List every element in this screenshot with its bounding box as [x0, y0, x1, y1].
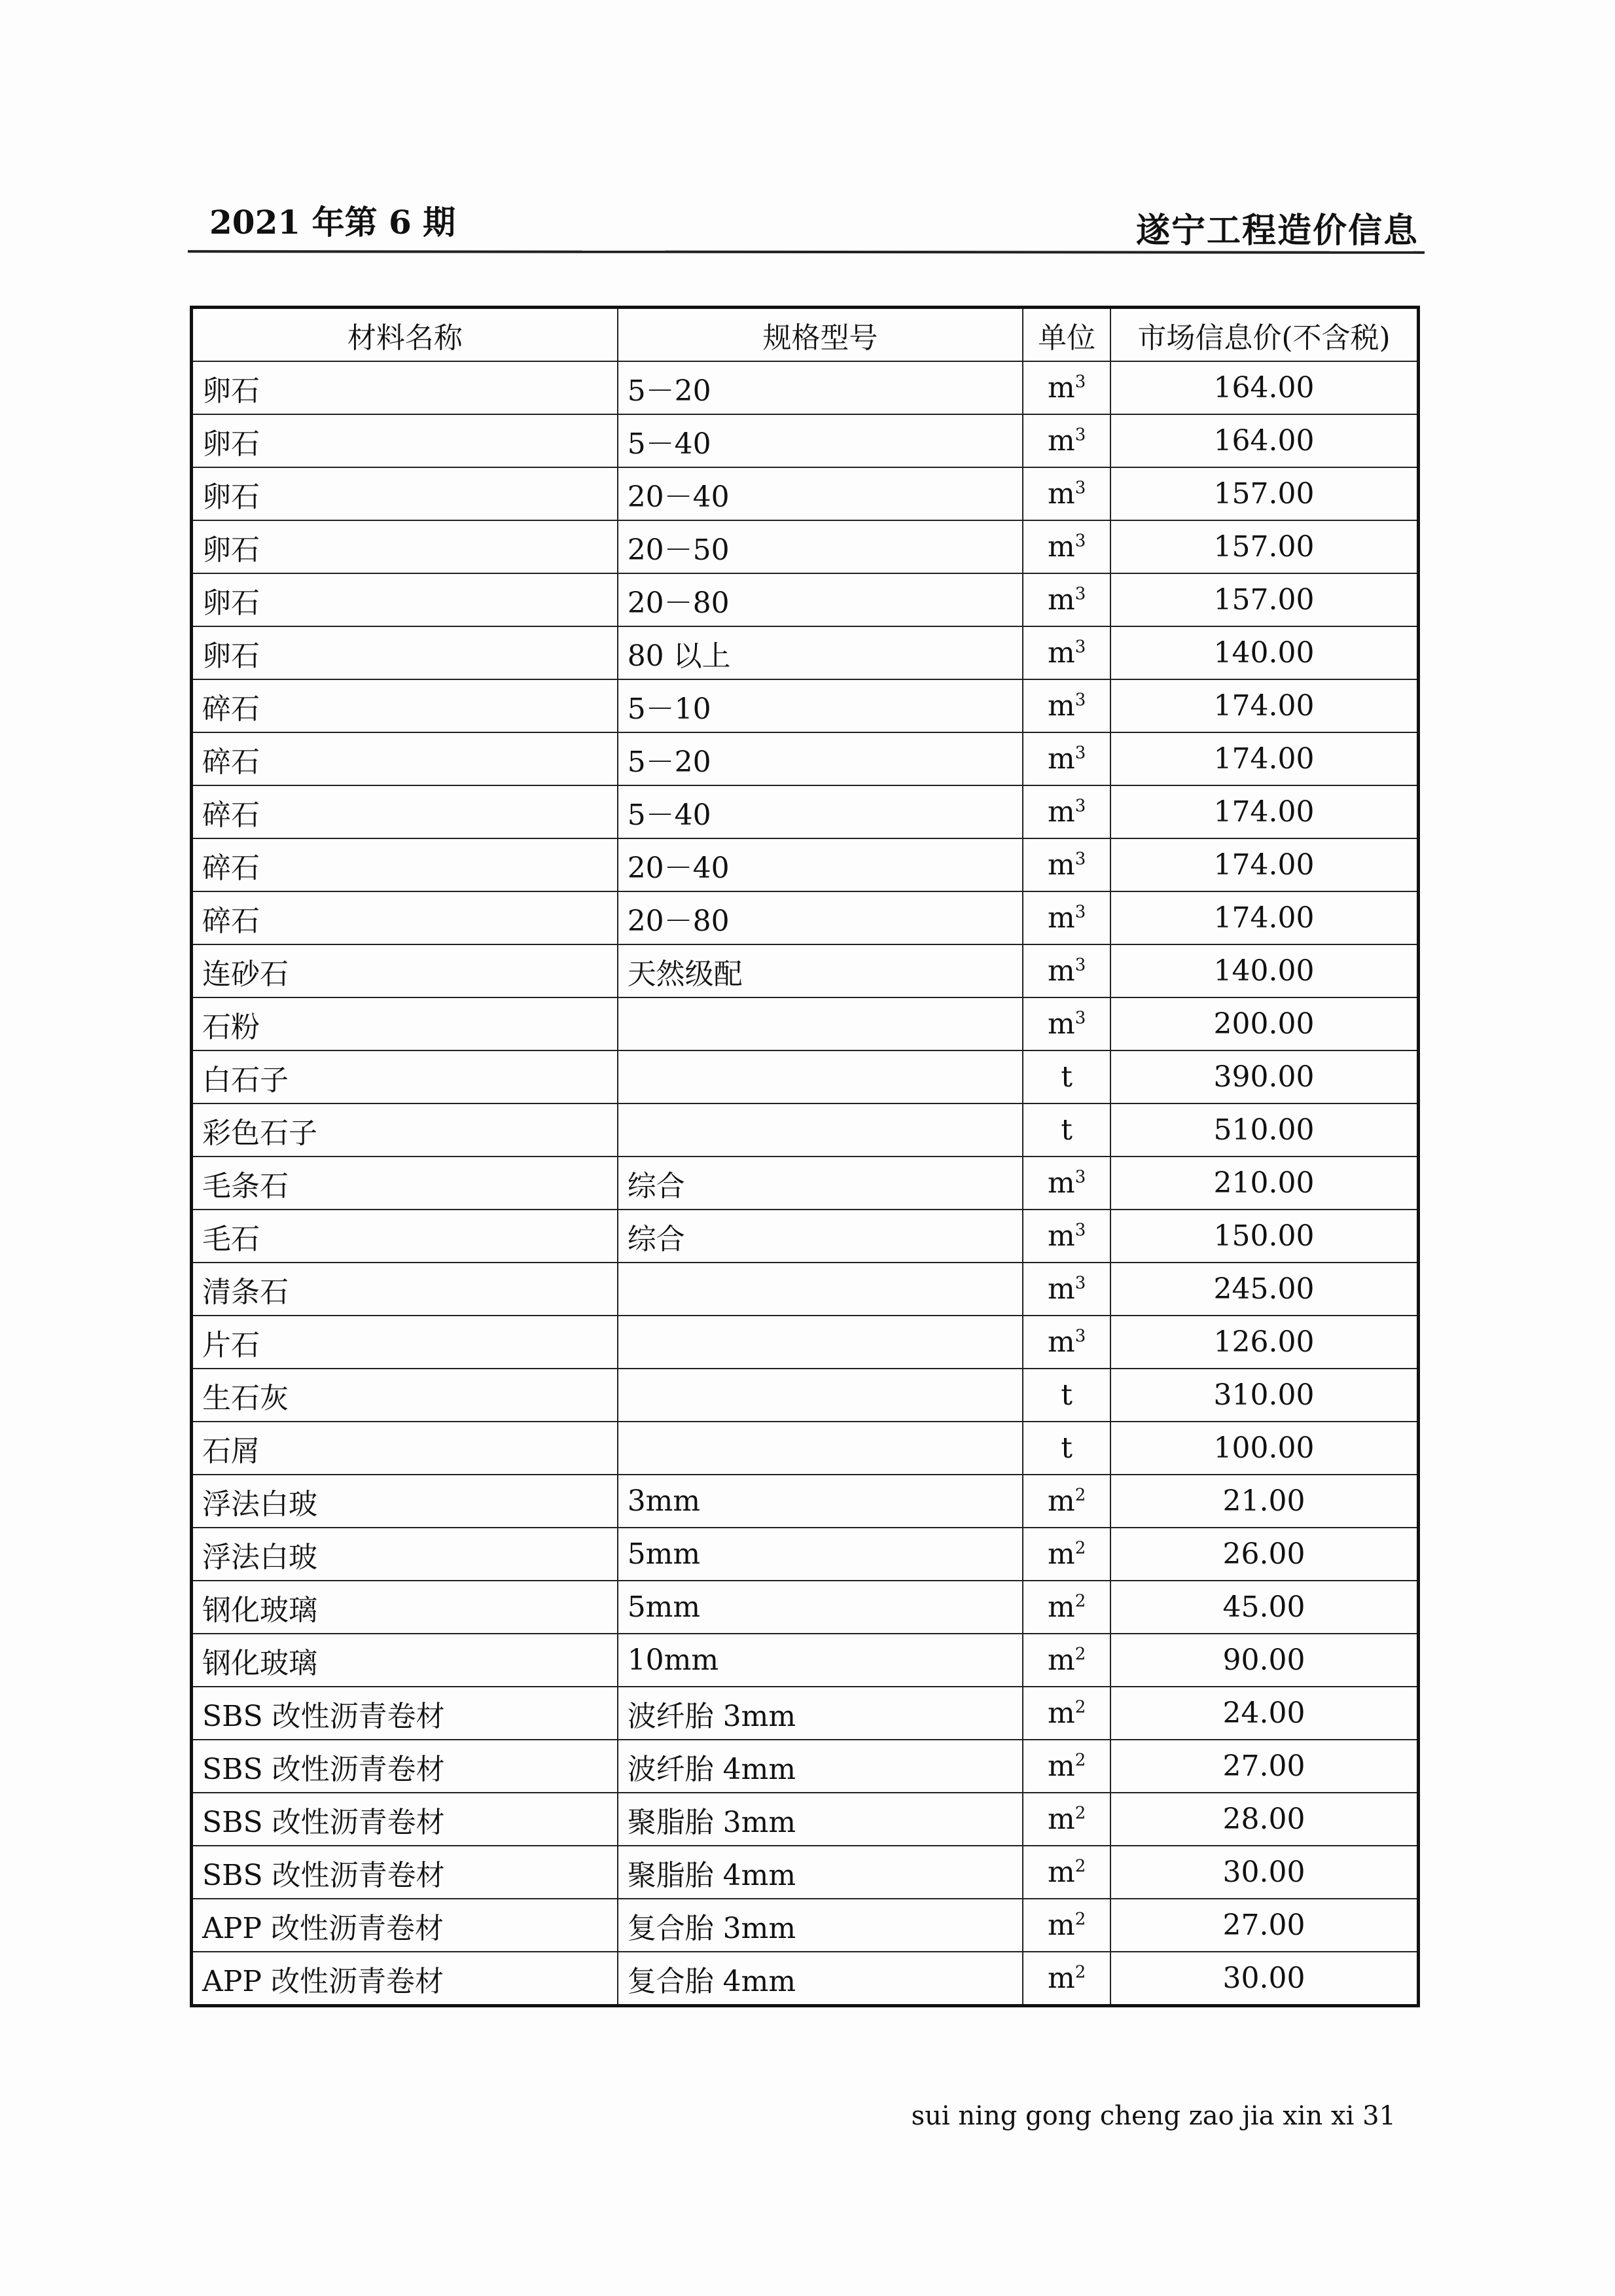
unit-exponent: 2 [1074, 1909, 1086, 1929]
material-spec: 5－20 [618, 732, 1023, 785]
unit-base: m [1047, 1007, 1075, 1041]
table-row [192, 838, 1419, 891]
material-name: 卵石 [192, 520, 618, 573]
market-price: 140.00 [1110, 626, 1419, 679]
table-header-row [192, 308, 1419, 362]
market-price: 27.00 [1110, 1899, 1419, 1952]
market-price: 174.00 [1110, 838, 1419, 891]
market-price: 157.00 [1110, 573, 1419, 626]
material-name: 卵石 [192, 467, 618, 520]
unit-base: m [1047, 1166, 1075, 1200]
table-row [192, 1210, 1419, 1263]
material-spec: 5mm [618, 1528, 1023, 1581]
material-name: 钢化玻璃 [192, 1581, 618, 1634]
material-spec: 20－80 [618, 573, 1023, 626]
market-price: 164.00 [1110, 414, 1419, 467]
market-price: 310.00 [1110, 1369, 1419, 1422]
unit-base: m [1047, 1643, 1075, 1677]
material-name: 浮法白玻 [192, 1528, 618, 1581]
material-name: 片石 [192, 1316, 618, 1369]
material-unit [1023, 1740, 1110, 1793]
unit-exponent: 2 [1074, 1538, 1086, 1558]
material-spec [618, 1369, 1023, 1422]
material-spec: 复合胎 4mm [618, 1952, 1023, 2006]
unit-exponent: 3 [1074, 478, 1086, 498]
market-price: 24.00 [1110, 1687, 1419, 1740]
unit-base: m [1047, 848, 1075, 882]
unit-exponent: 3 [1074, 637, 1086, 657]
price-table [190, 306, 1420, 2007]
material-unit [1023, 944, 1110, 997]
material-name: 碎石 [192, 838, 618, 891]
unit-base: m [1047, 1803, 1075, 1836]
unit-exponent: 3 [1074, 584, 1086, 604]
unit-base: m [1047, 1272, 1075, 1306]
unit-exponent: 2 [1074, 1803, 1086, 1823]
material-unit [1023, 573, 1110, 626]
material-spec: 20－40 [618, 838, 1023, 891]
material-spec [618, 1103, 1023, 1157]
table-row [192, 520, 1419, 573]
table-row [192, 1793, 1419, 1846]
material-unit [1023, 1263, 1110, 1316]
unit-exponent: 2 [1074, 1750, 1086, 1770]
table-row [192, 785, 1419, 838]
material-spec: 聚脂胎 4mm [618, 1846, 1023, 1899]
material-spec: 波纤胎 3mm [618, 1687, 1023, 1740]
unit-exponent: 2 [1074, 1856, 1086, 1876]
unit-base: m [1047, 742, 1075, 776]
material-unit [1023, 1793, 1110, 1846]
unit-exponent: 2 [1074, 1962, 1086, 1982]
unit-base: m [1047, 1484, 1075, 1518]
table-row [192, 679, 1419, 732]
unit-exponent: 3 [1074, 690, 1086, 710]
material-name: 浮法白玻 [192, 1475, 618, 1528]
unit-base: m [1047, 954, 1075, 988]
material-unit [1023, 1103, 1110, 1157]
table-row [192, 1050, 1419, 1103]
column-header-unit: 单位 [1023, 308, 1110, 362]
unit-base: m [1047, 1325, 1075, 1359]
material-name: 白石子 [192, 1050, 618, 1103]
market-price: 45.00 [1110, 1581, 1419, 1634]
material-name: 卵石 [192, 414, 618, 467]
table-row [192, 626, 1419, 679]
unit-base: m [1047, 795, 1075, 829]
material-name: SBS 改性沥青卷材 [192, 1740, 618, 1793]
unit-exponent: 3 [1074, 1326, 1086, 1346]
material-unit [1023, 467, 1110, 520]
unit-base: m [1047, 1909, 1075, 1942]
material-unit [1023, 520, 1110, 573]
table-row [192, 997, 1419, 1050]
market-price: 157.00 [1110, 467, 1419, 520]
table-row [192, 891, 1419, 944]
unit-exponent: 3 [1074, 1273, 1086, 1293]
unit-base: m [1047, 1749, 1075, 1783]
market-price: 164.00 [1110, 361, 1419, 414]
material-unit [1023, 732, 1110, 785]
unit-base: m [1047, 371, 1075, 404]
unit-base: m [1047, 424, 1075, 457]
market-price: 200.00 [1110, 997, 1419, 1050]
market-price: 27.00 [1110, 1740, 1419, 1793]
market-price: 30.00 [1110, 1952, 1419, 2006]
table-row [192, 1740, 1419, 1793]
table-row [192, 1899, 1419, 1952]
unit-base: t [1061, 1378, 1073, 1412]
material-name: 毛条石 [192, 1157, 618, 1210]
material-name: 生石灰 [192, 1369, 618, 1422]
material-spec [618, 1422, 1023, 1475]
unit-exponent: 3 [1074, 849, 1086, 869]
unit-base: t [1061, 1113, 1073, 1147]
material-name: SBS 改性沥青卷材 [192, 1687, 618, 1740]
market-price: 30.00 [1110, 1846, 1419, 1899]
table-row [192, 1157, 1419, 1210]
material-name: 钢化玻璃 [192, 1634, 618, 1687]
unit-base: m [1047, 1962, 1075, 1995]
unit-base: m [1047, 1537, 1075, 1571]
market-price: 210.00 [1110, 1157, 1419, 1210]
material-unit [1023, 1210, 1110, 1263]
material-unit [1023, 1050, 1110, 1103]
material-unit [1023, 1316, 1110, 1369]
unit-base: m [1047, 1590, 1075, 1624]
material-unit [1023, 891, 1110, 944]
material-name: 清条石 [192, 1263, 618, 1316]
market-price: 28.00 [1110, 1793, 1419, 1846]
market-price: 174.00 [1110, 679, 1419, 732]
material-unit [1023, 679, 1110, 732]
material-name: 石粉 [192, 997, 618, 1050]
material-spec [618, 997, 1023, 1050]
table-row [192, 1528, 1419, 1581]
unit-base: t [1061, 1060, 1073, 1094]
unit-exponent: 3 [1074, 955, 1086, 975]
table-row [192, 944, 1419, 997]
market-price: 100.00 [1110, 1422, 1419, 1475]
material-spec: 5－20 [618, 361, 1023, 414]
material-name: 碎石 [192, 679, 618, 732]
market-price: 245.00 [1110, 1263, 1419, 1316]
material-unit [1023, 1846, 1110, 1899]
header-rule [188, 250, 1425, 254]
material-name: 碎石 [192, 732, 618, 785]
unit-base: m [1047, 530, 1075, 564]
material-spec: 3mm [618, 1475, 1023, 1528]
table-row [192, 1952, 1419, 2006]
material-name: 卵石 [192, 626, 618, 679]
table-row [192, 732, 1419, 785]
market-price: 174.00 [1110, 891, 1419, 944]
unit-exponent: 3 [1074, 531, 1086, 551]
material-spec [618, 1316, 1023, 1369]
market-price: 174.00 [1110, 732, 1419, 785]
material-name: 碎石 [192, 891, 618, 944]
unit-base: m [1047, 901, 1075, 935]
table-row [192, 1263, 1419, 1316]
material-unit [1023, 1157, 1110, 1210]
material-unit [1023, 1952, 1110, 2006]
material-name: 石屑 [192, 1422, 618, 1475]
material-spec: 综合 [618, 1157, 1023, 1210]
unit-exponent: 3 [1074, 796, 1086, 816]
material-unit [1023, 626, 1110, 679]
table-row [192, 1316, 1419, 1369]
unit-base: m [1047, 583, 1075, 617]
material-unit [1023, 838, 1110, 891]
page-footer: sui ning gong cheng zao jia xin xi 31 [911, 2101, 1396, 2131]
market-price: 150.00 [1110, 1210, 1419, 1263]
market-price: 157.00 [1110, 520, 1419, 573]
material-unit [1023, 1422, 1110, 1475]
unit-base: m [1047, 689, 1075, 723]
unit-base: m [1047, 1219, 1075, 1253]
material-unit [1023, 414, 1110, 467]
market-price: 174.00 [1110, 785, 1419, 838]
market-price: 90.00 [1110, 1634, 1419, 1687]
unit-exponent: 2 [1074, 1591, 1086, 1611]
unit-exponent: 3 [1074, 1220, 1086, 1240]
unit-exponent: 2 [1074, 1485, 1086, 1505]
unit-exponent: 3 [1074, 902, 1086, 922]
material-spec: 复合胎 3mm [618, 1899, 1023, 1952]
material-spec [618, 1263, 1023, 1316]
material-spec: 20－50 [618, 520, 1023, 573]
material-unit [1023, 1475, 1110, 1528]
material-spec: 综合 [618, 1210, 1023, 1263]
material-spec: 5mm [618, 1581, 1023, 1634]
unit-base: m [1047, 636, 1075, 670]
material-spec: 天然级配 [618, 944, 1023, 997]
material-spec: 10mm [618, 1634, 1023, 1687]
material-spec: 20－80 [618, 891, 1023, 944]
unit-exponent: 3 [1074, 1167, 1086, 1187]
unit-exponent: 2 [1074, 1697, 1086, 1717]
table-row [192, 467, 1419, 520]
material-unit [1023, 1581, 1110, 1634]
unit-exponent: 2 [1074, 1644, 1086, 1664]
table-row [192, 1634, 1419, 1687]
column-header-name: 材料名称 [192, 308, 618, 362]
material-spec [618, 1050, 1023, 1103]
table-row [192, 1369, 1419, 1422]
unit-base: m [1047, 1856, 1075, 1889]
material-unit [1023, 1528, 1110, 1581]
issue-label: 2021 年第 6 期 [209, 203, 456, 242]
material-name: APP 改性沥青卷材 [192, 1952, 618, 2006]
material-unit [1023, 997, 1110, 1050]
material-spec: 5－40 [618, 785, 1023, 838]
table-row [192, 573, 1419, 626]
table-row [192, 1581, 1419, 1634]
material-spec: 20－40 [618, 467, 1023, 520]
material-name: SBS 改性沥青卷材 [192, 1846, 618, 1899]
material-unit [1023, 361, 1110, 414]
publication-title: 遂宁工程造价信息 [1135, 211, 1419, 251]
table-row [192, 1103, 1419, 1157]
material-unit [1023, 1687, 1110, 1740]
table-row [192, 361, 1419, 414]
market-price: 126.00 [1110, 1316, 1419, 1369]
unit-exponent: 3 [1074, 1008, 1086, 1028]
unit-base: m [1047, 477, 1075, 511]
material-name: 毛石 [192, 1210, 618, 1263]
material-spec: 聚脂胎 3mm [618, 1793, 1023, 1846]
material-spec: 5－10 [618, 679, 1023, 732]
unit-exponent: 3 [1074, 743, 1086, 763]
material-spec: 80 以上 [618, 626, 1023, 679]
material-spec: 5－40 [618, 414, 1023, 467]
material-name: 卵石 [192, 573, 618, 626]
table-row [192, 1846, 1419, 1899]
material-name: SBS 改性沥青卷材 [192, 1793, 618, 1846]
column-header-price: 市场信息价(不含税) [1110, 308, 1419, 362]
material-unit [1023, 1634, 1110, 1687]
material-spec: 波纤胎 4mm [618, 1740, 1023, 1793]
material-name: 碎石 [192, 785, 618, 838]
market-price: 140.00 [1110, 944, 1419, 997]
table-row [192, 1475, 1419, 1528]
unit-base: m [1047, 1696, 1075, 1730]
unit-exponent: 3 [1074, 372, 1086, 392]
material-name: 连砂石 [192, 944, 618, 997]
table-row [192, 414, 1419, 467]
column-header-spec: 规格型号 [618, 308, 1023, 362]
unit-exponent: 3 [1074, 425, 1086, 445]
market-price: 26.00 [1110, 1528, 1419, 1581]
material-name: 彩色石子 [192, 1103, 618, 1157]
material-unit [1023, 1899, 1110, 1952]
market-price: 390.00 [1110, 1050, 1419, 1103]
material-unit [1023, 785, 1110, 838]
material-name: APP 改性沥青卷材 [192, 1899, 618, 1952]
market-price: 21.00 [1110, 1475, 1419, 1528]
table-row [192, 1687, 1419, 1740]
material-unit [1023, 1369, 1110, 1422]
market-price: 510.00 [1110, 1103, 1419, 1157]
table-row [192, 1422, 1419, 1475]
material-name: 卵石 [192, 361, 618, 414]
unit-base: t [1061, 1431, 1073, 1465]
